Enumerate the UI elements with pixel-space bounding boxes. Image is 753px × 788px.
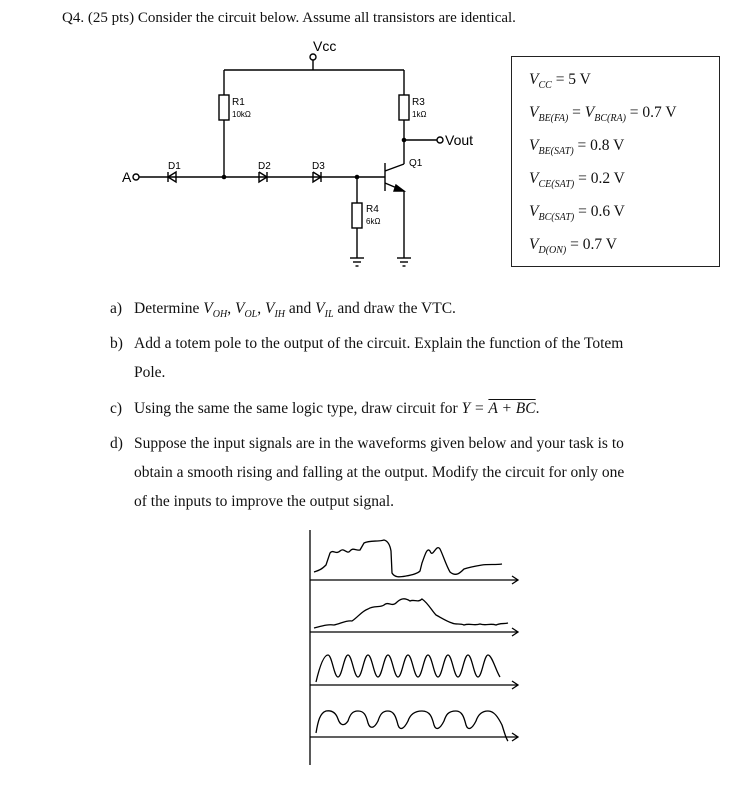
part-c-text: Using the same the same logic type, draw circuit for Y = A + BC. <box>134 400 540 417</box>
part-d-line2: obtain a smooth rising and falling at the output. Modify the circuit for only one <box>134 464 625 481</box>
part-b-line1: Add a totem pole to the output of the circuit. Explain the function of the Totem <box>134 335 624 352</box>
q1-label: Q1 <box>409 158 423 169</box>
part-b <box>0 335 753 355</box>
param-vbe-fa: $V_{BE(FA)} = V_{BC(RA)} = 0.7$ V <box>529 104 677 125</box>
vcc-label: Vcc <box>313 38 337 54</box>
d3-label: D3 <box>312 161 325 172</box>
circuit-schematic <box>0 0 510 290</box>
part-d-line1: Suppose the input signals are in the waveforms given below and your task is to <box>134 435 624 452</box>
r3-name: R3 <box>412 97 425 108</box>
r1-value: 10kΩ <box>232 110 251 119</box>
waveform-3 <box>316 655 500 682</box>
ground-q1 <box>397 258 411 266</box>
part-a-label: a) <box>110 300 123 317</box>
param-vcc: $V_{CC} = 5$ V <box>529 71 591 92</box>
part-b-line2: Pole. <box>134 364 166 381</box>
resistor-r4 <box>352 203 362 228</box>
r4-name: R4 <box>366 204 379 215</box>
input-a-terminal <box>133 174 139 180</box>
part-d-label: d) <box>110 435 123 452</box>
parameters-box <box>511 56 720 267</box>
param-vbe-sat: $V_{BE(SAT)} = 0.8$ V <box>529 137 625 158</box>
ground-r4 <box>350 258 364 266</box>
d1-label: D1 <box>168 161 181 172</box>
r3-value: 1kΩ <box>412 110 427 119</box>
vout-terminal <box>437 137 443 143</box>
param-vbc-sat: $V_{BC(SAT)} = 0.6$ V <box>529 203 625 224</box>
transistor-q1 <box>385 163 404 191</box>
resistor-r1 <box>219 95 229 120</box>
part-c <box>0 400 753 420</box>
waveform-1 <box>314 540 502 577</box>
question-title: Q4. (25 pts) Consider the circuit below. Assume all transistors are identical. <box>62 10 516 26</box>
r4-value: 6kΩ <box>366 217 381 226</box>
param-vd-on: $V_{D(ON)} = 0.7$ V <box>529 236 617 257</box>
d2-label: D2 <box>258 161 271 172</box>
input-waveforms <box>300 525 530 775</box>
part-b-label: b) <box>110 335 123 352</box>
part-c-label: c) <box>110 400 123 417</box>
vcc-terminal <box>310 54 316 60</box>
part-d <box>0 435 753 455</box>
part-a <box>0 300 753 320</box>
r1-name: R1 <box>232 97 245 108</box>
input-a-label: A <box>122 169 132 185</box>
param-vce-sat: $V_{CE(SAT)} = 0.2$ V <box>529 170 625 191</box>
part-d-line3: of the inputs to improve the output signal. <box>134 493 395 510</box>
vout-label: Vout <box>445 132 474 148</box>
waveform-2 <box>314 599 508 628</box>
resistor-r3 <box>399 95 409 120</box>
part-a-text: Determine $V_{OH}$, $V_{OL}$, $V_{IH}$ and $V_{IL}$ and draw the VTC. <box>134 300 456 321</box>
